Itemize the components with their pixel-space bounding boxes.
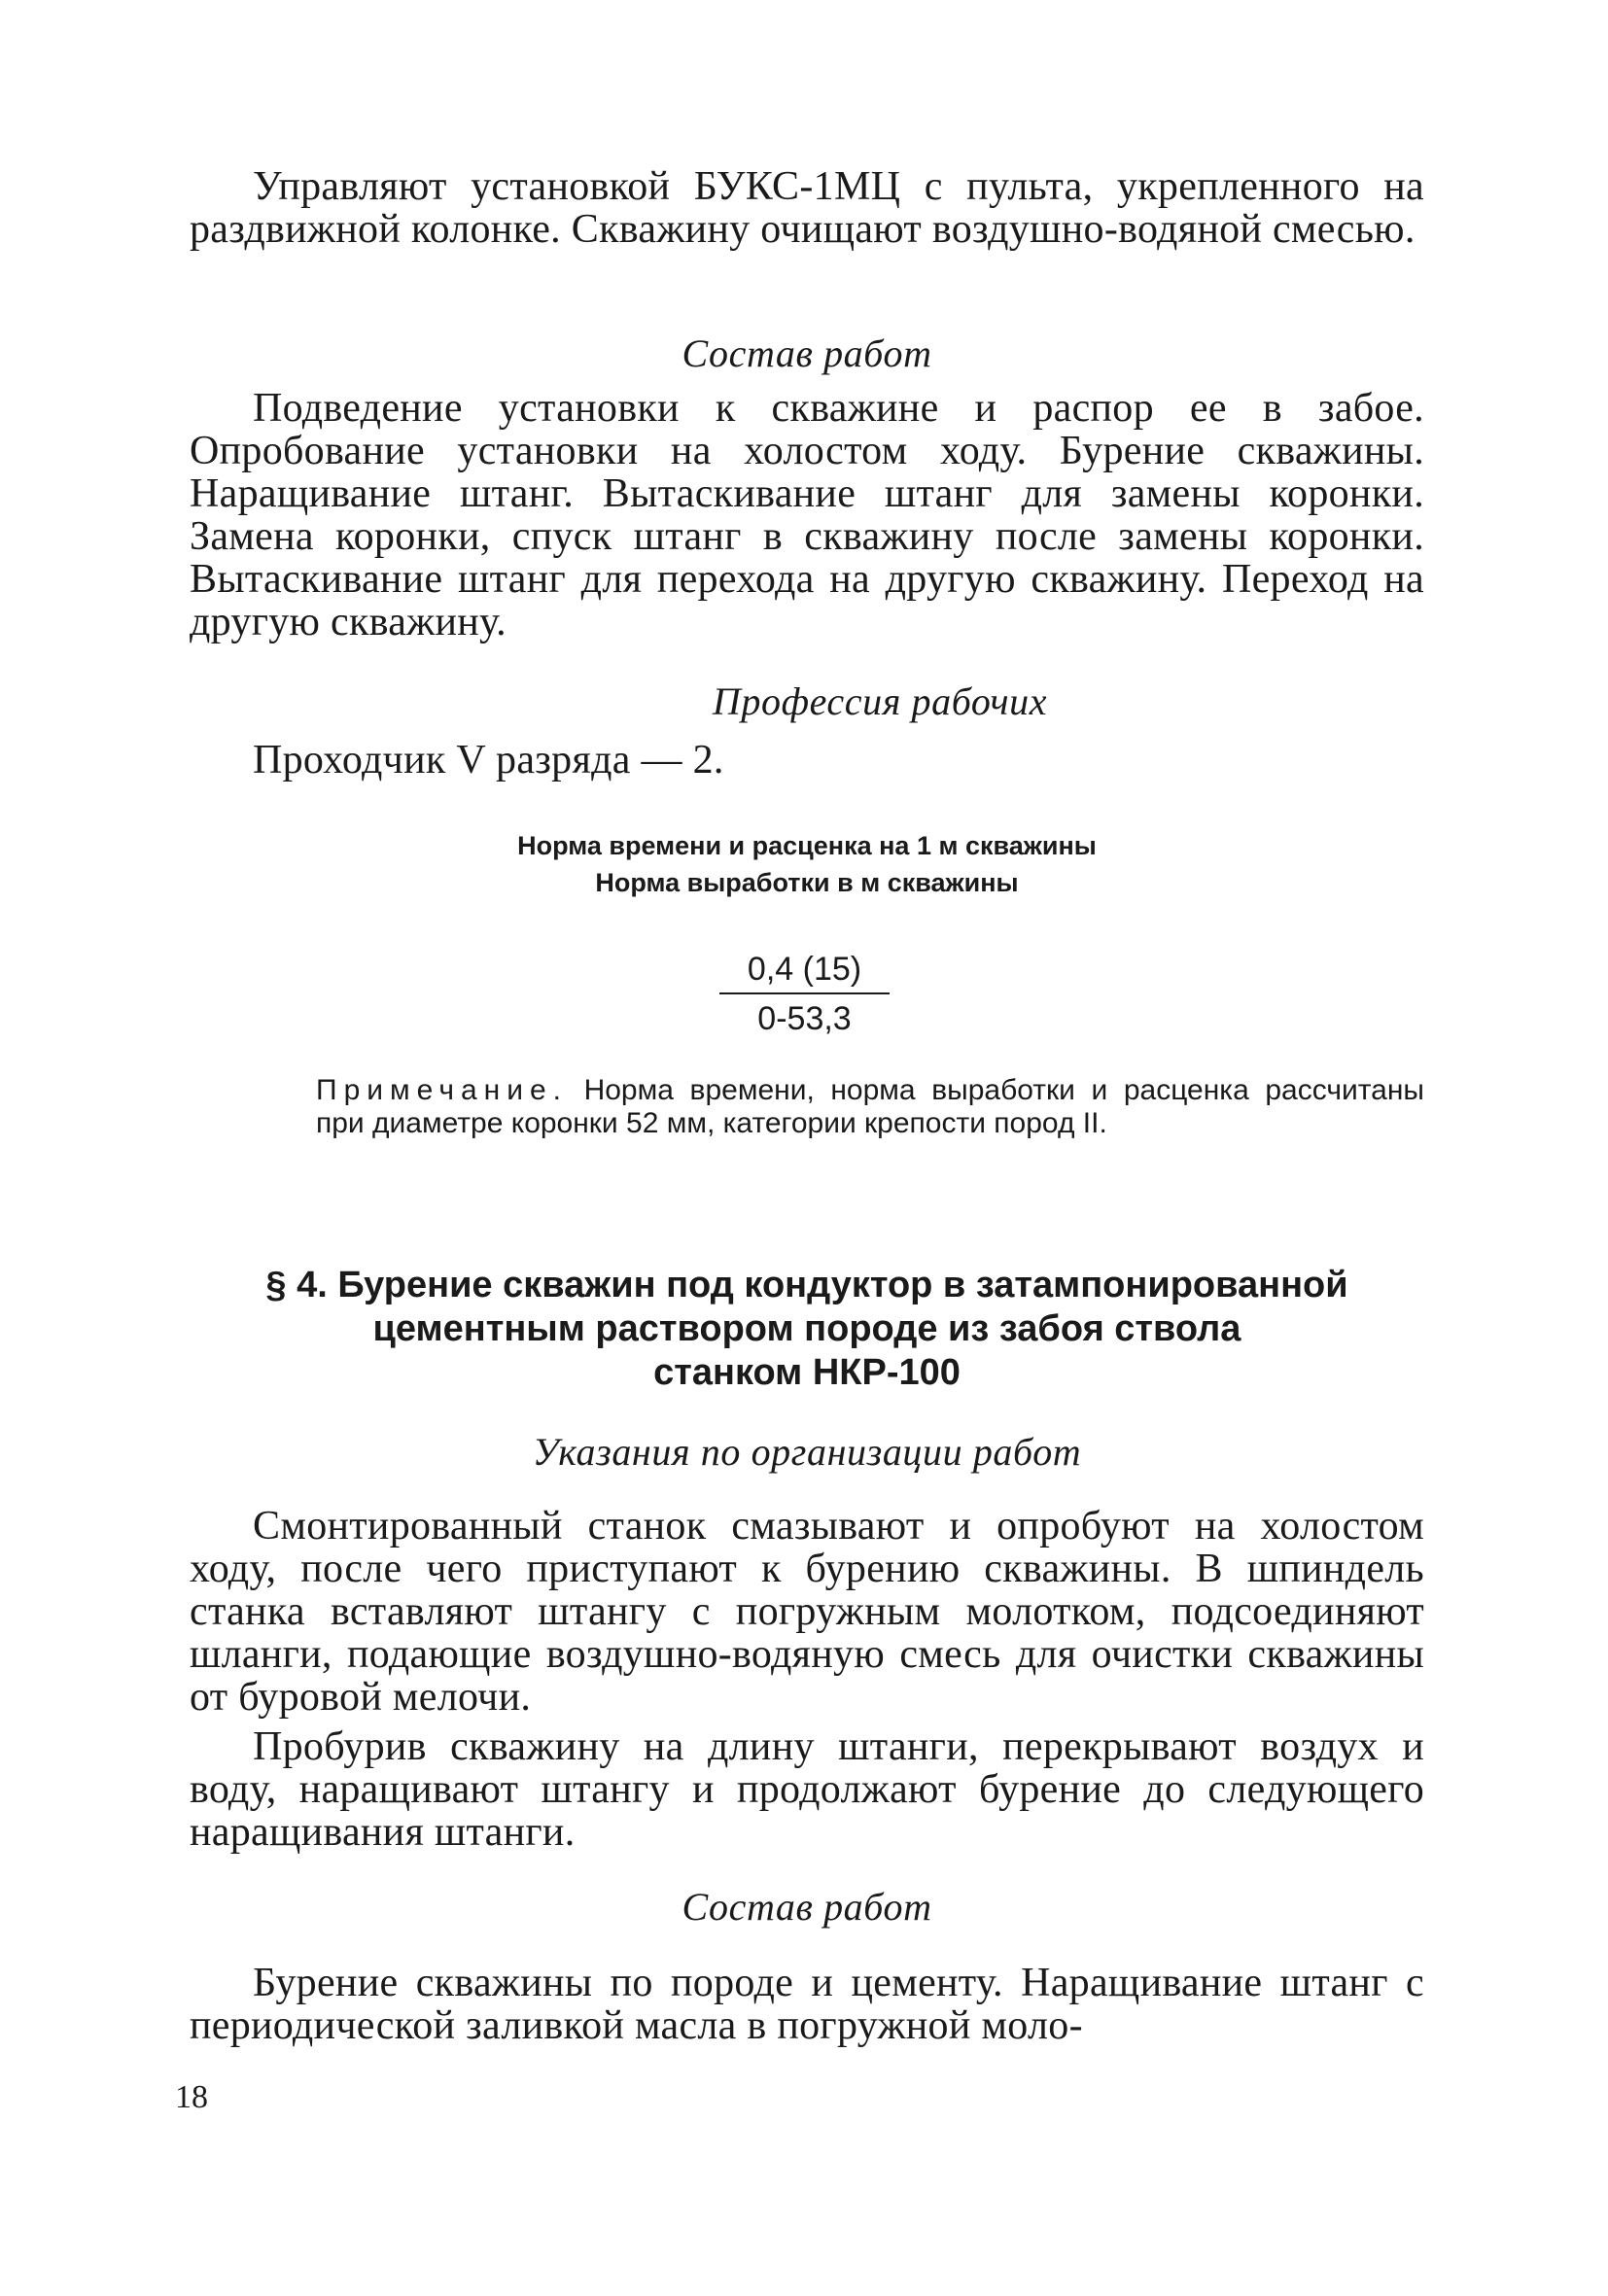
page-number: 18 — [175, 2079, 208, 2115]
note-label: Примечание. — [316, 1074, 568, 1106]
norm-line-2: Норма выработки в м скважины — [595, 868, 1019, 897]
fraction-numerator: 0,4 (15) — [719, 948, 890, 994]
works-paragraph-1: Подведение установки к скважине и распор ее в забое. Опробование установки на холостом ходу. Бурение скважины. Наращивание штанг. Вытаскивание штанг для замены коронки. Замена коронки, спуск штанг в скважину после замены коронки. Вытаскивание штанг для перехода на другую скважину. Переход на другую скважину. — [190, 386, 1424, 644]
organization-heading: Указания по организации работ — [532, 1430, 1082, 1474]
note — [316, 1074, 1424, 1140]
profession-text: Проходчик V разряда — 2. — [253, 738, 724, 783]
section-title — [170, 1264, 1444, 1395]
norm-fraction — [719, 948, 890, 1043]
fraction-denominator: 0-53,3 — [757, 1000, 852, 1037]
intro-paragraph: Управляют установкой БУКС-1МЦ с пульта, укрепленного на раздвижной колонке. Скважину очищают воздушно-водяной смесью. — [190, 164, 1424, 252]
norm-line-1: Норма времени и расценка на 1 м скважины — [517, 831, 1097, 860]
works-heading-1: Состав работ — [682, 331, 932, 375]
organization-paragraph-2: Пробурив скважину на длину штанги, перекрывают воздух и воду, наращивают штангу и продолжают бурение до следующего наращивания штанги. — [190, 1724, 1424, 1855]
profession-heading: Профессия рабочих — [712, 679, 1048, 723]
section-title-line-2: цементным раствором породе из забоя ствола — [372, 1308, 1241, 1349]
works-paragraph-2: Бурение скважины по породе и цементу. Наращивание штанг с периодической заливкой масла в погружной моло- — [190, 1961, 1424, 2048]
works-heading-2: Состав работ — [682, 1885, 932, 1929]
section-title-line-3: станком НКР-100 — [653, 1352, 961, 1393]
note-text: Норма времени, норма выработки и расценка рассчитаны при диаметре коронки 52 мм, категории крепости пород II. — [316, 1074, 1424, 1139]
organization-paragraph-1: Смонтированный станок смазывают и опробуют на холостом ходу, после чего приступают к бурению скважины. В шпиндель станка вставляют штангу с погружным молотком, подсоединяют шланги, подающие воздушно-водяную смесь для очистки скважины от буровой мелочи. — [190, 1504, 1424, 1720]
section-title-line-1: § 4. Бурение скважин под кондуктор в затампонированной — [265, 1265, 1348, 1305]
